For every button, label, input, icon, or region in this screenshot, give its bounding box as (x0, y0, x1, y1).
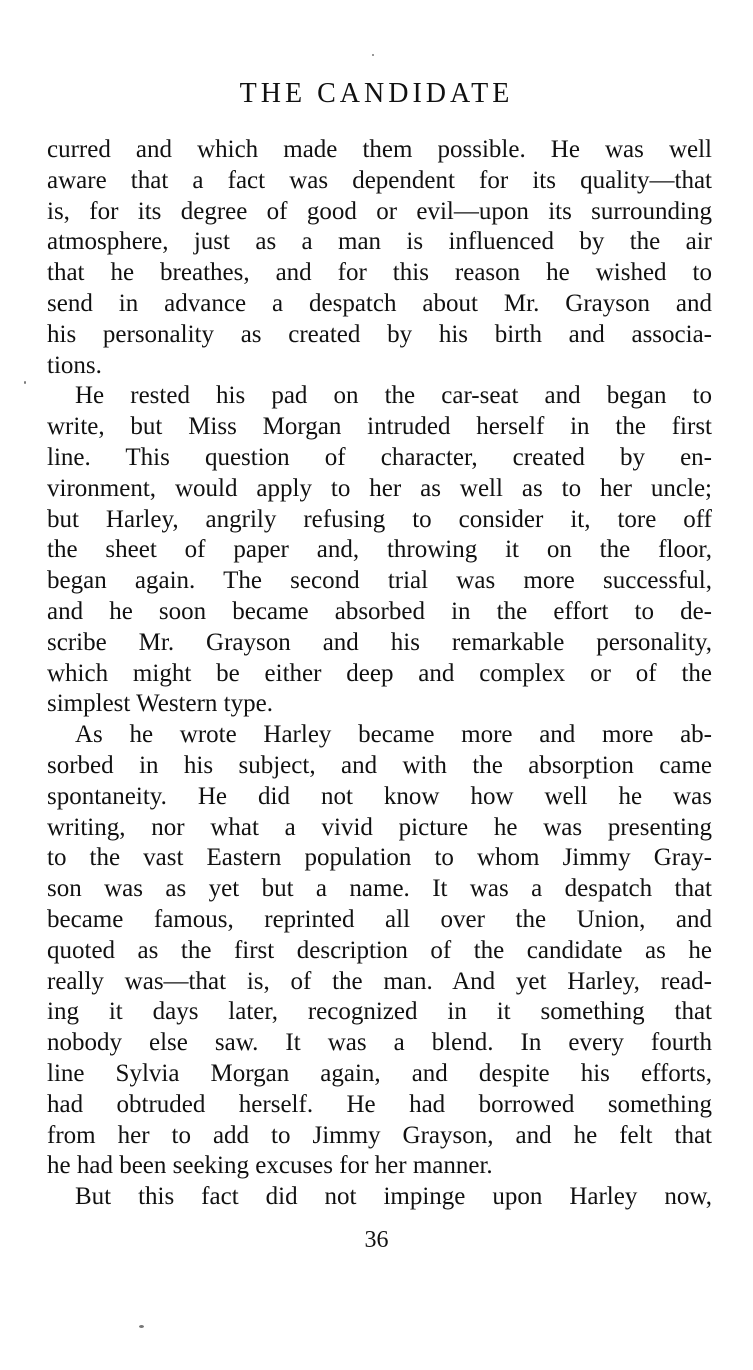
text-line: his personality as created by his birth and associa- (47, 320, 712, 348)
page-number: 36 (364, 1227, 389, 1253)
text-line: son was as yet but a name. It was a despatch that (47, 875, 712, 903)
text-line: really was—that is, of the man. And yet Harley, read- (47, 967, 712, 995)
text-line: curred and which made them possible. He was well (47, 136, 712, 163)
body-text (47, 135, 712, 1213)
text-line: the sheet of paper and, throwing it on the floor, (47, 536, 712, 564)
text-line: writing, nor what a vivid picture he was presenting (47, 813, 712, 841)
text-line: became famous, reprinted all over the Union, and (47, 905, 712, 933)
text-line: tions. (47, 351, 102, 379)
text-line: which might be either deep and complex or of the (47, 659, 712, 687)
scan-speck (24, 381, 26, 384)
scan-speck (372, 54, 374, 56)
text-line: to the vast Eastern population to whom Jimmy Gray- (47, 844, 712, 872)
text-line: from her to add to Jimmy Grayson, and he felt that (47, 1121, 712, 1149)
paragraph-first-line: As he wrote Harley became more and more ab- (75, 721, 712, 749)
text-line: sorbed in his subject, and with the absorption came (47, 751, 712, 779)
paragraph-first-line: But this fact did not impinge upon Harley now, (75, 1183, 712, 1211)
text-line: aware that a fact was dependent for its quality—that (47, 166, 712, 194)
text-line: simplest Western type. (47, 690, 273, 718)
text-line: write, but Miss Morgan intruded herself in the first (47, 413, 712, 441)
text-line: atmosphere, just as a man is influenced by the air (47, 228, 712, 256)
text-line: but Harley, angrily refusing to consider it, tore off (47, 505, 712, 533)
text-line: nobody else saw. It was a blend. In every fourth (47, 1029, 712, 1057)
text-line: he had been seeking excuses for her manner. (47, 1152, 493, 1180)
text-line: ing it days later, recognized in it something that (47, 998, 712, 1026)
scan-speck (139, 1325, 144, 1328)
text-line: line Sylvia Morgan again, and despite his efforts, (47, 1059, 712, 1087)
running-head-title: THE CANDIDATE (239, 78, 514, 109)
text-line: line. This question of character, created by en- (47, 443, 712, 471)
text-line: that he breathes, and for this reason he wished to (47, 259, 712, 287)
text-line: and he soon became absorbed in the effort to de- (47, 597, 712, 625)
text-line: is, for its degree of good or evil—upon its surrounding (47, 197, 712, 225)
text-line: quoted as the first description of the candidate as he (47, 936, 712, 964)
text-line: scribe Mr. Grayson and his remarkable personality, (47, 628, 712, 656)
text-line: began again. The second trial was more successful, (47, 567, 712, 595)
text-line: vironment, would apply to her as well as to her uncle; (47, 474, 712, 502)
text-line: send in advance a despatch about Mr. Grayson and (47, 289, 712, 317)
text-line: spontaneity. He did not know how well he was (47, 782, 712, 810)
text-line: had obtruded herself. He had borrowed something (47, 1090, 712, 1118)
paragraph-first-line: He rested his pad on the car-seat and began to (75, 382, 712, 410)
